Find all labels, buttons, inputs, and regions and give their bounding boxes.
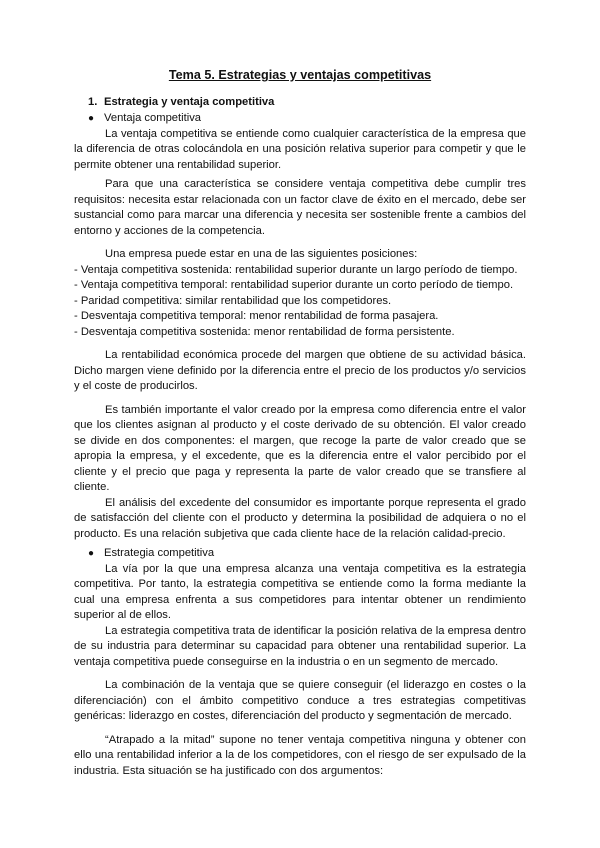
paragraph-2: Para que una característica se considere ventaja competitiva debe cumplir tres requisitos: necesita estar relacionada con un factor clave de éxito en el mercado, debe ser sustancial como para marcar una diferencia y necesita ser sostenible frente a cambios del entorno y acciones de la competencia. [74,178,526,237]
paragraph-8: La estrategia competitiva trata de identificar la posición relativa de la empresa dentro de su industria para determinar su capacidad para obtener una rentabilidad superior. La ventaja competitiva puede conseguirse en la industria o en un segmento de mercado. [74,624,526,668]
paragraph-3: Una empresa puede estar en una de las siguientes posiciones: [105,248,418,260]
bullet-icon: ● [88,548,95,559]
bullet-ventaja-competitiva [88,111,526,127]
bullet-label: Ventaja competitiva [104,112,202,124]
paragraph-10: “Atrapado a la mitad” supone no tener ventaja competitiva ninguna y obtener con ello una rentabilidad inferior a la de los competidores, con el riesgo de ser expulsado de la industria. Esta situación se ha justificado con dos argumentos: [74,733,526,777]
section-number: 1. [88,95,98,108]
position-item: - Ventaja competitiva temporal: rentabilidad superior durante un corto período de tiempo. [74,279,514,291]
bullet-icon: ● [88,113,95,124]
paragraph-1: La ventaja competitiva se entiende como cualquier característica de la empresa que la diferencia de otras colocándola en una posición relativa superior para competir y que le permite obtener una rentabilidad superior. [74,127,526,171]
bullet-label: Estrategia competitiva [104,547,215,559]
document-title: Tema 5. Estrategias y ventajas competitivas [168,68,432,82]
bullet-estrategia-competitiva [88,546,526,562]
paragraph-4: La rentabilidad económica procede del margen que obtiene de su actividad básica. Dicho margen viene definido por la diferencia entre el precio de los productos y/o servicios y el coste de producirlos. [74,349,526,392]
section-label: Estrategia y ventaja competitiva [104,95,275,108]
paragraph-5: Es también importante el valor creado por la empresa como diferencia entre el valor que los clientes asignan al producto y el coste derivado de su obtención. El valor creado se divide en dos componentes: el margen, que recoge la parte de valor creado que se apropia la empresa, y el excedente, que es la diferencia entre el valor percibido por el cliente y el precio que paga y representa la parte de valor creado que se transfiere al cliente. [74,403,526,493]
paragraph-7: La vía por la que una empresa alcanza una ventaja competitiva es la estrategia competitiva. Por tanto, la estrategia competitiva se entiende como la forma mediante la cual una empresa enfrenta a sus competidores para intentar obtener un rendimiento superior al de ellos. [74,562,526,621]
paragraph-9: La combinación de la ventaja que se quiere conseguir (el liderazgo en costes o la diferenciación) con el ámbito competitivo conduce a tres estrategias competitivas genéricas: liderazgo en costes, diferenciación del producto y segmentación de mercado. [74,679,526,722]
position-item: - Paridad competitiva: similar rentabilidad que los competidores. [74,294,392,307]
section-heading-1 [88,95,526,111]
paragraph-6: El análisis del excedente del consumidor es importante porque representa el grado de satisfacción del cliente con el producto y determina la posibilidad de adquiera o no el producto. Es una relación subjetiva que cada cliente hace de la relación calidad-precio. [74,496,526,540]
position-item: - Ventaja competitiva sostenida: rentabilidad superior durante un largo período de tiempo. [74,263,518,276]
position-item: - Desventaja competitiva temporal: menor rentabilidad de forma pasajera. [74,310,439,322]
position-item: - Desventaja competitiva sostenida: menor rentabilidad de forma persistente. [74,325,455,338]
